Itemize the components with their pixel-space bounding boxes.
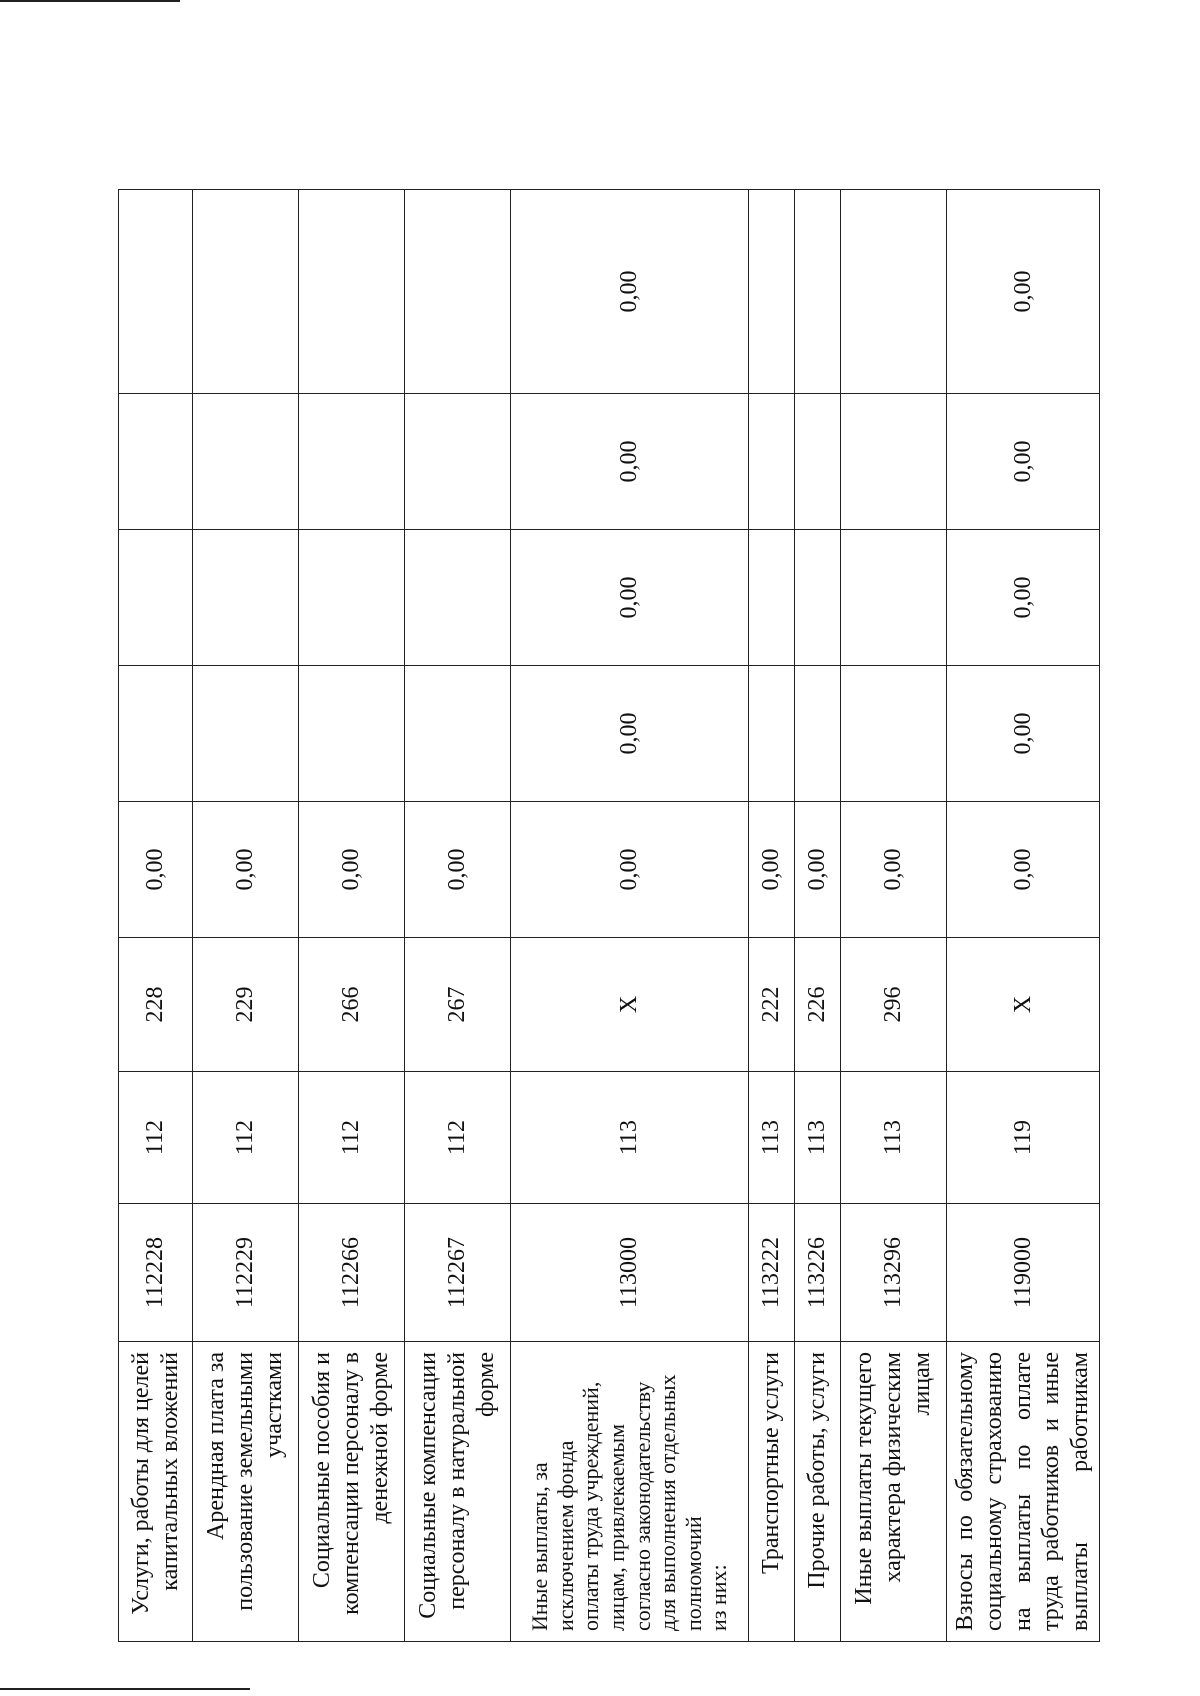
table-row <box>795 190 841 1642</box>
row-kosgu: 229 <box>193 938 299 1072</box>
row-value-2 <box>299 666 405 802</box>
row-value-1: 0,00 <box>841 802 947 938</box>
row-value-2 <box>193 666 299 802</box>
row-kosgu: X <box>947 938 1100 1072</box>
row-kvr: 112 <box>119 1072 193 1204</box>
row-value-1: 0,00 <box>795 802 841 938</box>
row-value-2 <box>749 666 795 802</box>
table-row <box>405 190 511 1642</box>
row-value-3 <box>193 530 299 666</box>
table-row <box>299 190 405 1642</box>
row-value-3 <box>299 530 405 666</box>
row-kosgu: 222 <box>749 938 795 1072</box>
row-code: 112267 <box>405 1204 511 1342</box>
row-value-4 <box>841 394 947 530</box>
row-kosgu: X <box>511 938 749 1072</box>
row-value-3 <box>841 530 947 666</box>
row-value-2: 0,00 <box>511 666 749 802</box>
row-kvr: 112 <box>405 1072 511 1204</box>
table-row <box>511 190 749 1642</box>
row-value-1: 0,00 <box>119 802 193 938</box>
row-name: Прочие работы, услуги <box>795 1342 841 1642</box>
row-value-3: 0,00 <box>947 530 1100 666</box>
row-value-1: 0,00 <box>511 802 749 938</box>
row-name: Услуги, работы для целей капитальных вложений <box>119 1342 193 1642</box>
row-name-line: Иные выплаты, за <box>527 1462 553 1631</box>
row-value-4 <box>749 394 795 530</box>
row-code: 112228 <box>119 1204 193 1342</box>
row-name-line: исключением фонда <box>552 1440 578 1631</box>
row-value-1: 0,00 <box>947 802 1100 938</box>
row-name: Иные выплаты текущего характера физическим лицам <box>841 1342 947 1642</box>
row-name-multiline <box>511 1342 749 1642</box>
budget-table <box>118 189 1100 1642</box>
row-value-1: 0,00 <box>405 802 511 938</box>
row-kosgu: 296 <box>841 938 947 1072</box>
row-value-4: 0,00 <box>947 394 1100 530</box>
row-value-3 <box>119 530 193 666</box>
row-kvr: 113 <box>749 1072 795 1204</box>
row-name-line: оплаты труда учреждений, <box>578 1381 604 1631</box>
row-value-5 <box>795 190 841 394</box>
row-kvr: 112 <box>299 1072 405 1204</box>
row-name: Социальные пособия и компенсации персоналу в денежной форме <box>299 1342 405 1642</box>
row-name: Транспортные услуги <box>749 1342 795 1642</box>
row-value-2 <box>795 666 841 802</box>
row-kvr: 112 <box>193 1072 299 1204</box>
row-code: 112266 <box>299 1204 405 1342</box>
row-value-5 <box>299 190 405 394</box>
row-value-3 <box>795 530 841 666</box>
row-value-2 <box>405 666 511 802</box>
row-value-5 <box>841 190 947 394</box>
scan-edge-top <box>0 0 180 2</box>
row-value-3: 0,00 <box>511 530 749 666</box>
row-code: 113222 <box>749 1204 795 1342</box>
row-value-2 <box>119 666 193 802</box>
row-code: 113296 <box>841 1204 947 1342</box>
row-value-5: 0,00 <box>947 190 1100 394</box>
row-value-2 <box>841 666 947 802</box>
row-code: 119000 <box>947 1204 1100 1342</box>
row-kosgu: 226 <box>795 938 841 1072</box>
row-value-4: 0,00 <box>511 394 749 530</box>
row-name: Арендная плата за пользование земельными участками <box>193 1342 299 1642</box>
row-name-line: полномочий <box>680 1516 706 1631</box>
row-code: 112229 <box>193 1204 299 1342</box>
row-value-4 <box>405 394 511 530</box>
row-value-5 <box>405 190 511 394</box>
row-kvr: 113 <box>841 1072 947 1204</box>
row-name-line: согласно законодательству <box>629 1381 655 1631</box>
row-kosgu: 266 <box>299 938 405 1072</box>
row-kvr: 119 <box>947 1072 1100 1204</box>
row-code: 113226 <box>795 1204 841 1342</box>
row-value-3 <box>749 530 795 666</box>
row-value-1: 0,00 <box>749 802 795 938</box>
table-row <box>749 190 795 1642</box>
row-kosgu: 267 <box>405 938 511 1072</box>
scan-edge-bottom <box>0 1688 250 1690</box>
row-name: Социальные компенсации персоналу в натуральной форме <box>405 1342 511 1642</box>
row-code: 113000 <box>511 1204 749 1342</box>
row-name-line: для выполнения отдельных <box>655 1374 681 1631</box>
row-value-1: 0,00 <box>299 802 405 938</box>
row-kvr: 113 <box>795 1072 841 1204</box>
row-value-5 <box>749 190 795 394</box>
table-row <box>119 190 193 1642</box>
row-name-line: лицам, привлекаемым <box>603 1423 629 1631</box>
row-value-4 <box>119 394 193 530</box>
row-value-2: 0,00 <box>947 666 1100 802</box>
row-value-1: 0,00 <box>193 802 299 938</box>
row-kosgu: 228 <box>119 938 193 1072</box>
row-value-5 <box>119 190 193 394</box>
table-row <box>193 190 299 1642</box>
rotated-page <box>118 190 1094 1642</box>
row-value-4 <box>193 394 299 530</box>
row-name: Взносы по обязательному социальному страхованию на выплаты по оплате труда работников и иные выплаты работникам <box>947 1342 1100 1642</box>
row-value-4 <box>795 394 841 530</box>
table-row <box>841 190 947 1642</box>
row-value-4 <box>299 394 405 530</box>
row-value-5: 0,00 <box>511 190 749 394</box>
row-kvr: 113 <box>511 1072 749 1204</box>
row-value-5 <box>193 190 299 394</box>
row-name-line: из них: <box>706 1564 732 1631</box>
table-row <box>947 190 1100 1642</box>
row-value-3 <box>405 530 511 666</box>
